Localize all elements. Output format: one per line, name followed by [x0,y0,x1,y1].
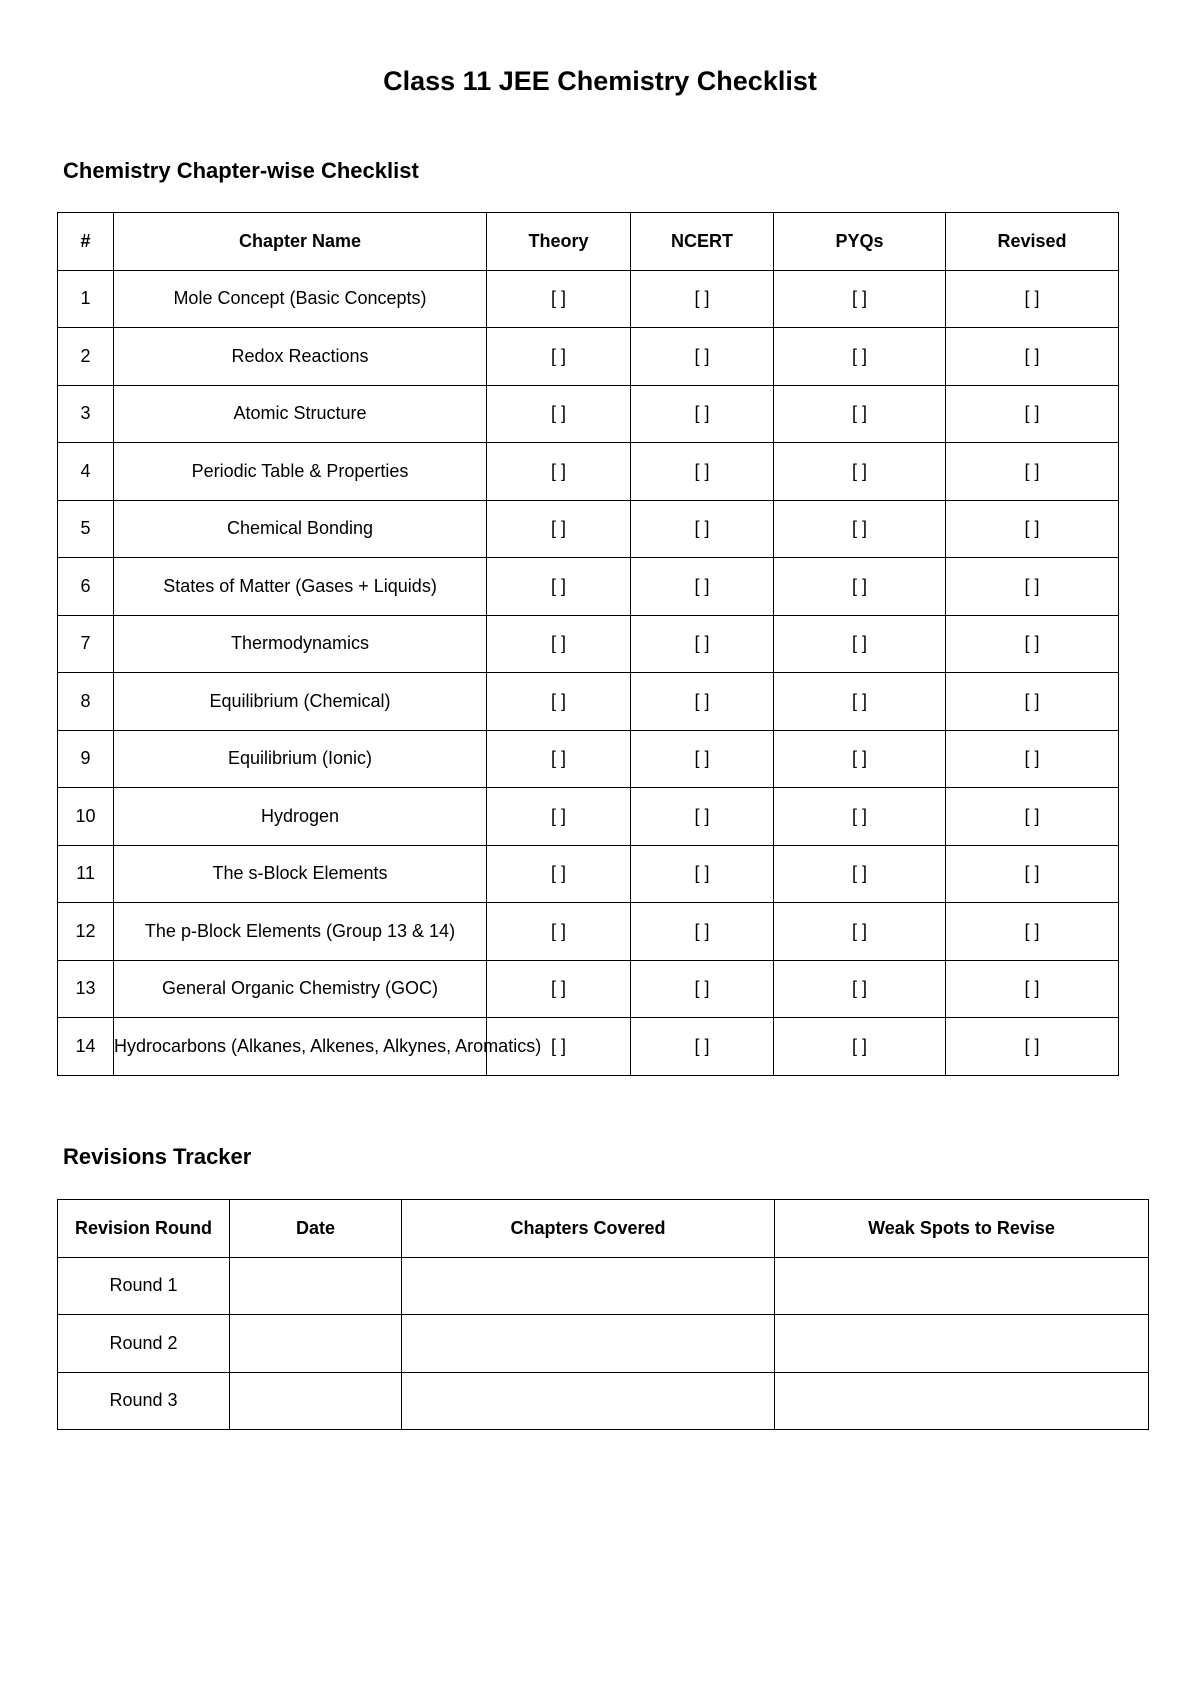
pyqs-checkbox[interactable]: [ ] [774,385,946,443]
revision-round: Round 1 [58,1257,230,1315]
pyqs-checkbox[interactable]: [ ] [774,500,946,558]
revised-checkbox[interactable]: [ ] [946,673,1119,731]
row-number: 3 [58,385,114,443]
revised-checkbox[interactable]: [ ] [946,1018,1119,1076]
ncert-checkbox[interactable]: [ ] [631,328,774,386]
row-number: 5 [58,500,114,558]
ncert-checkbox[interactable]: [ ] [631,730,774,788]
pyqs-checkbox[interactable]: [ ] [774,558,946,616]
table-row [58,673,1119,731]
revision-round: Round 3 [58,1372,230,1430]
table-row [58,845,1119,903]
pyqs-checkbox[interactable]: [ ] [774,845,946,903]
weak-spots-cell[interactable] [775,1315,1149,1373]
theory-checkbox[interactable]: [ ] [487,615,631,673]
revisions-heading: Revisions Tracker [63,1144,252,1169]
header-revision-round: Revision Round [58,1200,230,1258]
header-chapter-name: Chapter Name [114,213,487,271]
row-number: 9 [58,730,114,788]
pyqs-checkbox[interactable]: [ ] [774,788,946,846]
revisions-tracker-table [57,1199,1149,1430]
chapter-name: Hydrocarbons (Alkanes, Alkenes, Alkynes, Aromatics) [114,1018,487,1076]
ncert-checkbox[interactable]: [ ] [631,788,774,846]
revised-checkbox[interactable]: [ ] [946,385,1119,443]
row-number: 6 [58,558,114,616]
row-number: 12 [58,903,114,961]
chapter-name: Equilibrium (Chemical) [114,673,487,731]
chapter-name: Chemical Bonding [114,500,487,558]
row-number: 10 [58,788,114,846]
chapter-name: Equilibrium (Ionic) [114,730,487,788]
checklist-heading: Chemistry Chapter-wise Checklist [63,158,419,183]
chapters-covered-cell[interactable] [402,1315,775,1373]
chapter-name: States of Matter (Gases + Liquids) [114,558,487,616]
chapter-name: Mole Concept (Basic Concepts) [114,270,487,328]
pyqs-checkbox[interactable]: [ ] [774,328,946,386]
ncert-checkbox[interactable]: [ ] [631,903,774,961]
ncert-checkbox[interactable]: [ ] [631,500,774,558]
chapter-name: Thermodynamics [114,615,487,673]
revision-date-cell[interactable] [230,1372,402,1430]
ncert-checkbox[interactable]: [ ] [631,558,774,616]
revisions-header-row [58,1200,1149,1258]
revised-checkbox[interactable]: [ ] [946,328,1119,386]
table-row [58,1372,1149,1430]
chapter-checklist-table [57,212,1119,1076]
chapter-name: General Organic Chemistry (GOC) [114,960,487,1018]
revised-checkbox[interactable]: [ ] [946,730,1119,788]
pyqs-checkbox[interactable]: [ ] [774,903,946,961]
theory-checkbox[interactable]: [ ] [487,673,631,731]
pyqs-checkbox[interactable]: [ ] [774,443,946,501]
pyqs-checkbox[interactable]: [ ] [774,1018,946,1076]
revised-checkbox[interactable]: [ ] [946,845,1119,903]
row-number: 11 [58,845,114,903]
table-row [58,903,1119,961]
chapter-name: Redox Reactions [114,328,487,386]
revised-checkbox[interactable]: [ ] [946,443,1119,501]
revised-checkbox[interactable]: [ ] [946,558,1119,616]
ncert-checkbox[interactable]: [ ] [631,1018,774,1076]
theory-checkbox[interactable]: [ ] [487,1018,631,1076]
table-row [58,270,1119,328]
row-number: 14 [58,1018,114,1076]
theory-checkbox[interactable]: [ ] [487,788,631,846]
weak-spots-cell[interactable] [775,1372,1149,1430]
revised-checkbox[interactable]: [ ] [946,903,1119,961]
ncert-checkbox[interactable]: [ ] [631,960,774,1018]
table-row [58,443,1119,501]
revision-round: Round 2 [58,1315,230,1373]
header-weak-spots: Weak Spots to Revise [775,1200,1149,1258]
ncert-checkbox[interactable]: [ ] [631,673,774,731]
theory-checkbox[interactable]: [ ] [487,270,631,328]
pyqs-checkbox[interactable]: [ ] [774,615,946,673]
weak-spots-cell[interactable] [775,1257,1149,1315]
pyqs-checkbox[interactable]: [ ] [774,960,946,1018]
row-number: 7 [58,615,114,673]
header-date: Date [230,1200,402,1258]
theory-checkbox[interactable]: [ ] [487,443,631,501]
row-number: 13 [58,960,114,1018]
revised-checkbox[interactable]: [ ] [946,500,1119,558]
theory-checkbox[interactable]: [ ] [487,385,631,443]
checklist-header-row [58,213,1119,271]
chapter-name: The p-Block Elements (Group 13 & 14) [114,903,487,961]
revision-date-cell[interactable] [230,1257,402,1315]
table-row [58,960,1119,1018]
table-row [58,328,1119,386]
header-theory: Theory [487,213,631,271]
theory-checkbox[interactable]: [ ] [487,328,631,386]
chapters-covered-cell[interactable] [402,1372,775,1430]
theory-checkbox[interactable]: [ ] [487,558,631,616]
ncert-checkbox[interactable]: [ ] [631,845,774,903]
header-chapters-covered: Chapters Covered [402,1200,775,1258]
ncert-checkbox[interactable]: [ ] [631,270,774,328]
table-row [58,730,1119,788]
chapter-name: Periodic Table & Properties [114,443,487,501]
theory-checkbox[interactable]: [ ] [487,730,631,788]
ncert-checkbox[interactable]: [ ] [631,385,774,443]
table-row [58,788,1119,846]
pyqs-checkbox[interactable]: [ ] [774,673,946,731]
header-number: # [58,213,114,271]
revised-checkbox[interactable]: [ ] [946,788,1119,846]
pyqs-checkbox[interactable]: [ ] [774,270,946,328]
table-row [58,1315,1149,1373]
header-ncert: NCERT [631,213,774,271]
revised-checkbox[interactable]: [ ] [946,615,1119,673]
header-revised: Revised [946,213,1119,271]
row-number: 1 [58,270,114,328]
chapter-name: The s-Block Elements [114,845,487,903]
revised-checkbox[interactable]: [ ] [946,270,1119,328]
ncert-checkbox[interactable]: [ ] [631,615,774,673]
revision-date-cell[interactable] [230,1315,402,1373]
row-number: 2 [58,328,114,386]
page-title: Class 11 JEE Chemistry Checklist [383,66,817,96]
theory-checkbox[interactable]: [ ] [487,500,631,558]
table-row [58,1018,1119,1076]
table-row [58,385,1119,443]
table-row [58,615,1119,673]
pyqs-checkbox[interactable]: [ ] [774,730,946,788]
chapters-covered-cell[interactable] [402,1257,775,1315]
revised-checkbox[interactable]: [ ] [946,960,1119,1018]
table-row [58,500,1119,558]
chapter-name: Hydrogen [114,788,487,846]
chapter-name: Atomic Structure [114,385,487,443]
header-pyqs: PYQs [774,213,946,271]
row-number: 4 [58,443,114,501]
theory-checkbox[interactable]: [ ] [487,960,631,1018]
ncert-checkbox[interactable]: [ ] [631,443,774,501]
row-number: 8 [58,673,114,731]
theory-checkbox[interactable]: [ ] [487,903,631,961]
table-row [58,558,1119,616]
table-row [58,1257,1149,1315]
theory-checkbox[interactable]: [ ] [487,845,631,903]
